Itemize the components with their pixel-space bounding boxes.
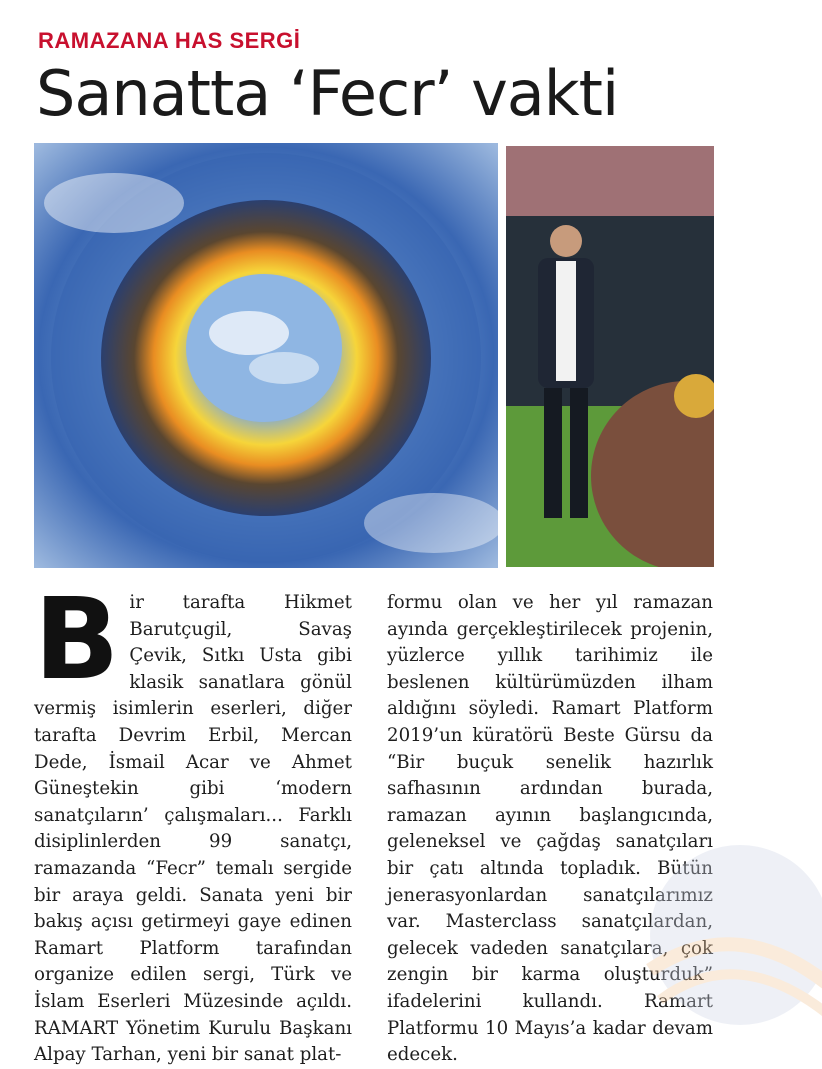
column-2-text: formu olan ve her yıl ramazan ayında gerçekleştirilecek projenin, yüzlerce yıllık tarihimiz ile beslenen kültürümüzden ilham aldığını söyledi. Ramart Platform 2019’un küratörü Beste Gürsu da “Bir buçuk senelik hazırlık safhasının ardından burada, ramazan ayının başlangıcında, geleneksel ve çağdaş sanatçıları bir çatı altında topladık. Bütün jenerasyonlardan sanatçılarımız var. Masterclass sanatçılardan, gelecek vadeden sanatçılara, çok zengin bir karma oluşturduk” ifadelerini kullandı. Ramart Platformu 10 Mayıs’a kadar devam edecek. [387,592,713,1066]
article-headline: Sanatta ‘Fecr’ vakti [36,57,619,130]
drop-cap: B [34,575,120,705]
section-kicker: RAMAZANA HAS SERGİ [38,28,301,53]
article-column-1 [34,575,352,1069]
article-column-2 [387,590,713,1069]
column-1-text: ir tarafta Hikmet Barutçugil, Savaş Çevik, Sıtkı Usta gibi klasik sanatlara gönül vermiş isimlerin eserleri, diğer tarafta Devrim Erbil, Mercan Dede, İsmail Acar ve Ahmet Güneştekin gibi ‘modern sanatçıların’ çalışmaları... Farklı disiplinlerden 99 sanatçı, ramazanda “Fecr” temalı sergide bir araya geldi. Sanata yeni bir bakış açısı getirmeyi gaye edinen Ramart Platform tarafından organize edilen sergi, Türk ve İslam Eserleri Müzesinde açıldı. RAMART Yönetim Kurulu Başkanı Alpay Tarhan, yeni bir sanat plat- [34,592,352,1066]
artist-photo [506,146,714,567]
painting-photo [34,143,498,568]
